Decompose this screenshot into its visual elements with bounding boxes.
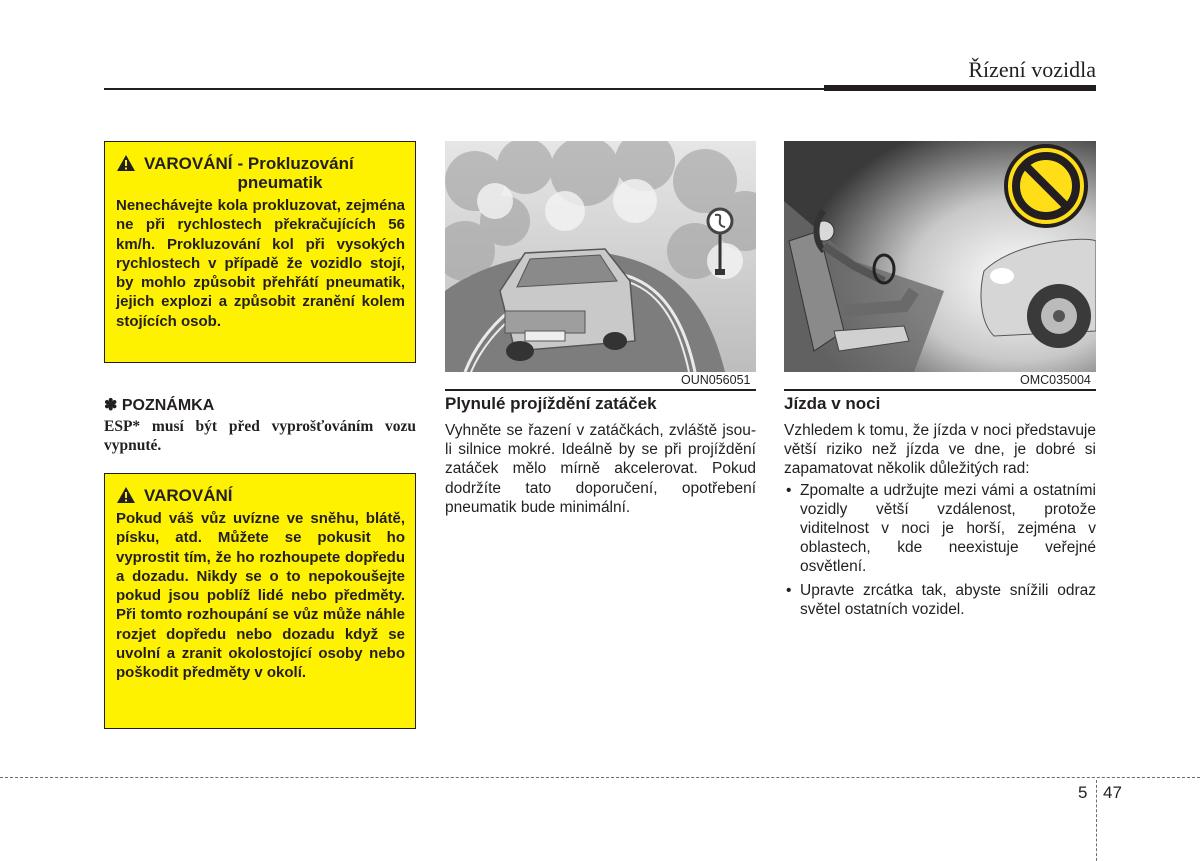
section-title-smooth-cornering: Plynulé projíždění zatáček (445, 394, 657, 413)
header-rule (104, 88, 824, 90)
winding-road-illustration (445, 141, 756, 372)
section-text-smooth-cornering (445, 421, 756, 517)
footer-vertical-dashed-rule (1096, 780, 1097, 861)
figure-rule (784, 389, 1096, 391)
night-driving-illustration (784, 141, 1096, 372)
page-header-title: Řízení vozidla (968, 57, 1096, 82)
figure-night-driving (784, 141, 1096, 372)
warning-box-tire-spin (104, 141, 416, 363)
warning-heading (116, 154, 405, 192)
paragraph: Vzhledem k tomu, že jízda v noci představuje větší riziko než jízda ve dne, je dobré si zapamatovat několik důležitých rad: (784, 422, 1096, 478)
header-rule-accent (824, 85, 1096, 91)
figure-code: OUN056051 (681, 373, 751, 387)
note-text: ESP* musí být před vyprošťováním vozu vypnuté. (104, 418, 416, 454)
warning-title: - Prokluzování pneumatik (237, 154, 354, 192)
figure-rule (445, 389, 756, 391)
warning-triangle-icon (116, 486, 136, 504)
paragraph: Vyhněte se řazení v zatáčkách, zvláště jsou-li silnice mokré. Ideálně by se při projíždění zatáček mělo mírně akcelerovat. Pokud dodržíte tato doporučení, opotřebení pneumatik bude minimální. (445, 422, 756, 516)
footer-dashed-rule (0, 777, 1200, 778)
list-item: • Upravte zrcátka tak, abyste snížili odraz světel ostatních vozidel. (784, 581, 1096, 619)
warning-triangle-icon (116, 154, 136, 172)
section-text-night-driving (784, 421, 1096, 623)
chapter-number: 5 (1078, 783, 1088, 802)
warning-label: VAROVÁNÍ (144, 486, 233, 505)
warning-label: VAROVÁNÍ (144, 154, 233, 173)
warning-text: Pokud váš vůz uvízne ve sněhu, blátě, písku, atd. Můžete se pokusit ho vyprostit tím, že ho rozhoupete dopředu a dozadu. Nikdy se o to nepokoušejte pokud jsou poblíž lidé nebo předměty. Při tomto rozhoupání se vůz může náhle rozjet dopředu nebo dozadu když se uvolní a zranit okolostojící osoby nebo poškodit předměty v okolí. (116, 510, 405, 682)
warning-box-rocking (104, 473, 416, 729)
note-heading: ✽ POZNÁMKA (104, 397, 215, 414)
bullet-list (784, 481, 1096, 619)
warning-text: Nenechávejte kola prokluzovat, zejména ne při rychlostech překračujících 56 km/h. Prokluzování kol při vysokých rychlostech v případě že vozidlo stojí, by mohlo způsobit přehřátí pneumatik, jejich explozi a způsobit zranění kolem stojících osob. (116, 197, 405, 330)
section-title-night-driving: Jízda v noci (784, 394, 881, 413)
warning-heading (116, 486, 405, 505)
figure-code: OMC035004 (1020, 373, 1091, 387)
list-item: • Zpomalte a udržujte mezi vámi a ostatními vozidly větší vzdálenost, protože viditelnost v noci je horší, zejména v oblastech, kde neexistuje veřejné osvětlení. (784, 481, 1096, 577)
page-number: 47 (1103, 783, 1122, 802)
figure-winding-road (445, 141, 756, 372)
